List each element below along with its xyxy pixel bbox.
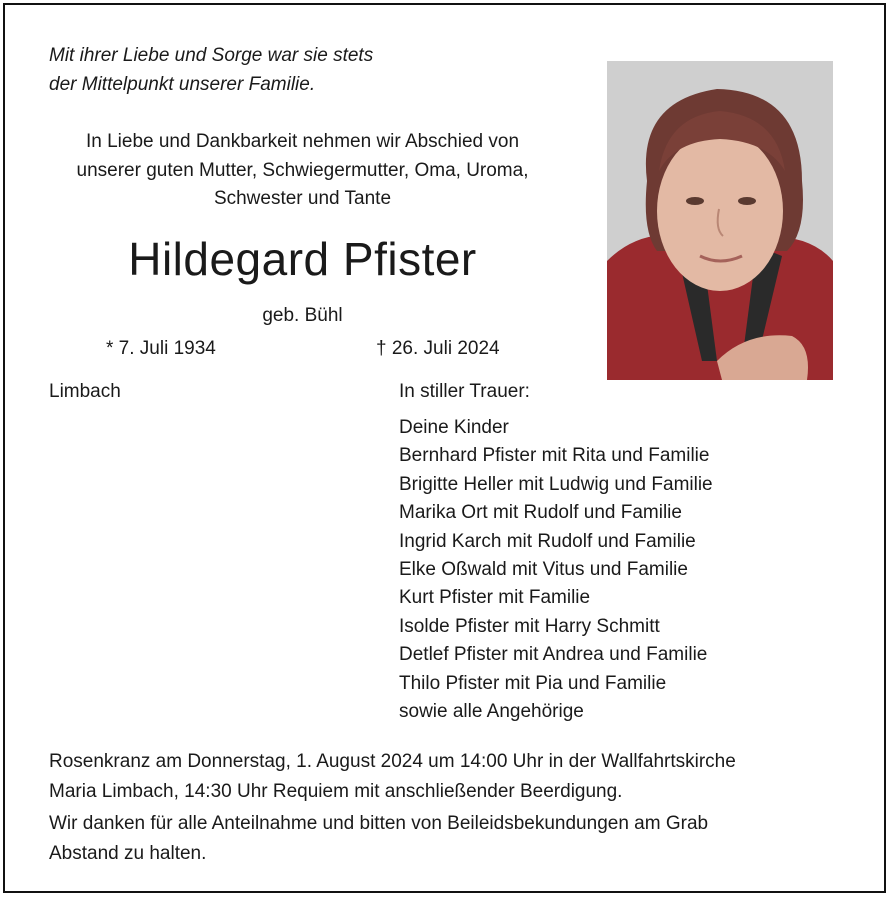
mourner-entry: Elke Oßwald mit Vitus und Familie bbox=[399, 559, 688, 581]
mourner-entry: Ingrid Karch mit Rudolf und Familie bbox=[399, 530, 696, 552]
service-line: Rosenkranz am Donnerstag, 1. August 2024 um 14:00 Uhr in der Wallfahrtskirche bbox=[49, 751, 736, 772]
mourner-entry: sowie alle Angehörige bbox=[399, 701, 584, 723]
mourner-entry: Marika Ort mit Rudolf und Familie bbox=[399, 502, 682, 524]
thanks-line: Wir danken für alle Anteilnahme und bitten von Beileidsbekundungen am Grab bbox=[49, 813, 709, 834]
motto bbox=[49, 41, 373, 99]
mourner-entry: Brigitte Heller mit Ludwig und Familie bbox=[399, 473, 713, 495]
maiden-name: geb. Bühl bbox=[262, 305, 343, 326]
service-line: Maria Limbach, 14:30 Uhr Requiem mit anschließender Beerdigung. bbox=[49, 781, 623, 802]
mourners-list bbox=[399, 414, 713, 726]
thanks-line: Abstand zu halten. bbox=[49, 843, 207, 864]
intro-line: Schwester und Tante bbox=[213, 188, 392, 209]
thanks-note bbox=[49, 809, 839, 869]
mourner-entry: Deine Kinder bbox=[399, 417, 509, 438]
birth-date: * 7. Juli 1934 bbox=[106, 338, 216, 359]
motto-line: der Mittelpunkt unserer Familie. bbox=[49, 74, 316, 95]
deceased-name: Hildegard Pfister bbox=[128, 233, 477, 285]
place-of-residence: Limbach bbox=[49, 381, 121, 402]
death-date: † 26. Juli 2024 bbox=[376, 338, 500, 359]
portrait-illustration bbox=[607, 61, 833, 380]
mourner-entry: Isolde Pfister mit Harry Schmitt bbox=[399, 615, 660, 637]
mourner-entry: Thilo Pfister mit Pia und Familie bbox=[399, 672, 667, 694]
mourner-entry: Bernhard Pfister mit Rita und Familie bbox=[399, 445, 710, 467]
mourners-heading: In stiller Trauer: bbox=[399, 381, 530, 402]
mourner-entry: Detlef Pfister mit Andrea und Familie bbox=[399, 644, 708, 666]
portrait-photo bbox=[607, 61, 833, 380]
intro-line: In Liebe und Dankbarkeit nehmen wir Abschied von bbox=[85, 131, 520, 152]
service-info bbox=[49, 747, 839, 807]
mourner-entry: Kurt Pfister mit Familie bbox=[399, 587, 591, 609]
motto-line: Mit ihrer Liebe und Sorge war sie stets bbox=[49, 45, 374, 66]
intro-text bbox=[40, 128, 565, 214]
intro-line: unserer guten Mutter, Schwiegermutter, Oma, Uroma, bbox=[76, 159, 529, 181]
